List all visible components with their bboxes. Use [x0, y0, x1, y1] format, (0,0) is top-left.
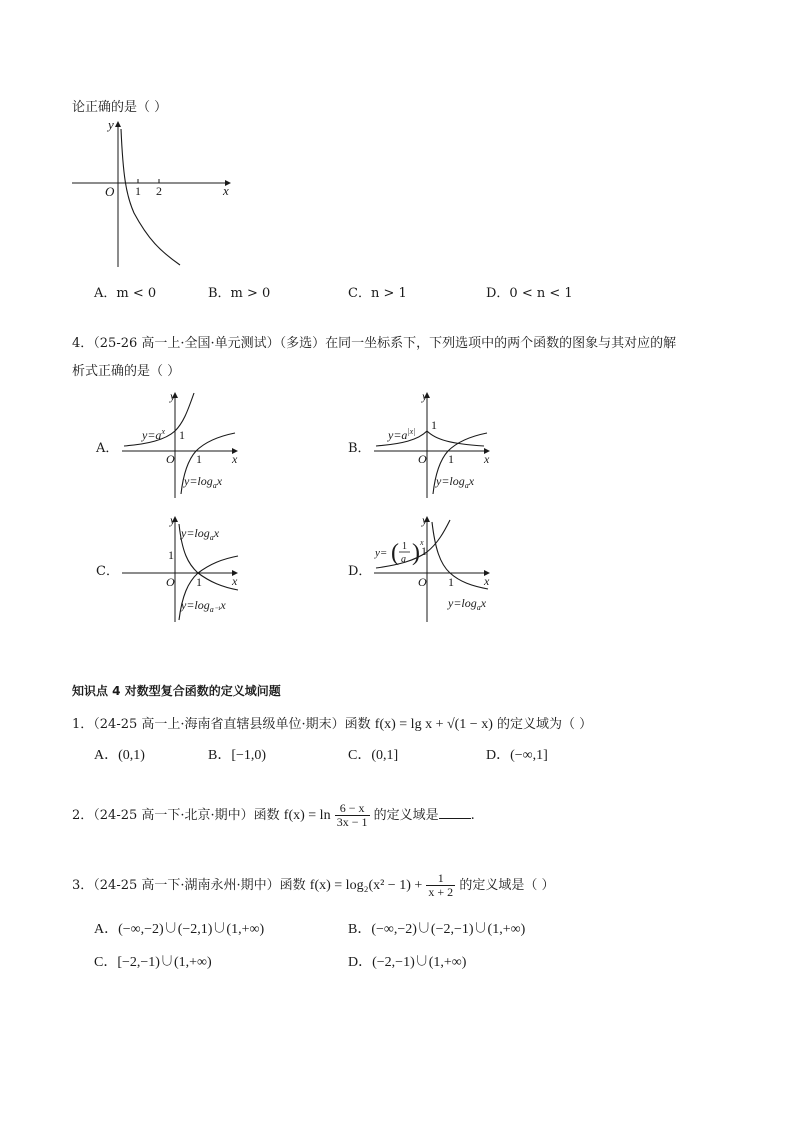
option-d[interactable]: D．(−∞,1]: [486, 748, 548, 763]
option-d[interactable]: D．(−2,−1)∪(1,+∞): [348, 955, 467, 970]
y-intercept-label: 1: [179, 428, 185, 442]
curve-label-exp-prefix: y=: [375, 547, 388, 559]
question-2-function: f(x) = ln: [283, 808, 331, 823]
section-title: 知识点 4 对数型复合函数的定义域问题: [72, 684, 281, 698]
fraction-numerator: 1: [402, 541, 407, 552]
curve-label-log: $y=\log_ax$: [184, 474, 223, 490]
origin-label: O: [418, 452, 427, 466]
y-axis-label: y: [422, 513, 428, 527]
question-1-prefix: 1．（24-25 高一上·海南省直辖县级单位·期末）函数: [72, 717, 371, 732]
paren-right: ): [412, 540, 420, 566]
x-intercept-label: 1: [196, 452, 202, 466]
graph-c: [120, 512, 250, 624]
question-4-line1: 4．（25-26 高一上·全国·单元测试）（多选）在同一坐标系下，下列选项中的两个函数的图象与其对应的解: [72, 336, 677, 351]
curve-label-log: $y=\log_ax$: [436, 474, 475, 490]
question-1-stem: [72, 713, 592, 733]
option-d-label[interactable]: D．: [348, 564, 372, 579]
option-d[interactable]: D．0 < n < 1: [486, 286, 573, 301]
question-3-function: f(x) = log₂(x² − 1) +: [309, 878, 423, 893]
y-axis-label: y: [170, 513, 176, 527]
paren-left: (: [391, 540, 399, 566]
option-c[interactable]: C．n > 1: [348, 286, 407, 301]
origin-label: O: [166, 575, 175, 589]
question-3-stem: [72, 872, 554, 899]
answer-blank[interactable]: [439, 806, 471, 819]
x-axis-label: x: [484, 452, 490, 466]
x-axis-label: x: [484, 574, 490, 588]
question-2-stem: [72, 802, 475, 829]
y-axis-label: y: [108, 117, 114, 132]
option-a[interactable]: A．(−∞,−2)∪(−2,1)∪(1,+∞): [94, 922, 265, 937]
y-axis-label: y: [422, 389, 428, 403]
x-intercept-label: 1: [196, 575, 202, 589]
exponent-x: x: [420, 538, 424, 547]
question-1-suffix: 的定义域为（ ）: [497, 717, 593, 732]
x-axis-label: x: [232, 452, 238, 466]
origin-label: O: [105, 184, 115, 199]
fraction-denominator: 3x − 1: [336, 815, 368, 829]
fraction-numerator: 6 − x: [335, 802, 370, 816]
option-c-label[interactable]: C．: [96, 564, 119, 579]
curve-label-log: $y=\log_ax$: [448, 596, 487, 612]
option-a[interactable]: A．(0,1): [94, 748, 145, 763]
option-b[interactable]: B．[−1,0): [208, 748, 267, 763]
question-2-suffix: 的定义域是: [373, 808, 439, 823]
x-intercept-label: 1: [448, 575, 454, 589]
curve-label-exp: $y=a^{|x|}$: [388, 427, 416, 442]
option-c[interactable]: C．[−2,−1)∪(1,+∞): [94, 955, 212, 970]
option-b[interactable]: B．(−∞,−2)∪(−2,−1)∪(1,+∞): [348, 922, 526, 937]
origin-label: O: [418, 575, 427, 589]
fraction-numerator: 1: [426, 872, 455, 886]
option-b[interactable]: B．m > 0: [208, 286, 271, 301]
question-3-prefix: 3．（24-25 高一下·湖南永州·期中）函数: [72, 878, 306, 893]
q3-graph: [60, 115, 240, 275]
question-text: 论正确的是（ ）: [72, 100, 168, 115]
question-2-end: .: [470, 808, 475, 823]
option-c[interactable]: C．(0,1]: [348, 748, 399, 763]
option-b-label[interactable]: B．: [348, 441, 371, 456]
question-1-function: f(x) = lg x + √(1 − x): [374, 717, 493, 732]
graph-d: [372, 512, 502, 624]
question-3-suffix: 的定义域是（ ）: [459, 878, 555, 893]
origin-label: O: [166, 452, 175, 466]
question-4-line2: 析式正确的是（ ）: [72, 364, 181, 379]
graph-a: [120, 388, 250, 500]
tick-label-1: 1: [135, 184, 141, 198]
y-axis-label: y: [170, 389, 176, 403]
y-intercept-label: 1: [421, 544, 427, 558]
fraction-denominator: a: [401, 554, 406, 565]
x-intercept-label: 1: [448, 452, 454, 466]
option-a-label[interactable]: A．: [96, 441, 119, 456]
y-tick-label: 1: [168, 548, 174, 562]
y-intercept-label: 1: [431, 418, 437, 432]
question-2-prefix: 2．（24-25 高一下·北京·期中）函数: [72, 808, 280, 823]
fraction-denominator: x + 2: [428, 885, 454, 899]
x-axis-label: x: [232, 574, 238, 588]
option-a[interactable]: A．m < 0: [94, 286, 157, 301]
tick-label-2: 2: [156, 184, 162, 198]
fraction: [426, 872, 455, 899]
graph-b: [372, 388, 502, 500]
curve-label-exp: $y=a^x$: [142, 427, 165, 442]
curve-label-log-a: $y=\log_ax$: [181, 526, 220, 542]
x-axis-label: x: [223, 183, 229, 198]
fraction: [335, 802, 370, 829]
curve-label-log-a-inverse: $y=\log_{a^{-1}}x$: [181, 598, 226, 614]
